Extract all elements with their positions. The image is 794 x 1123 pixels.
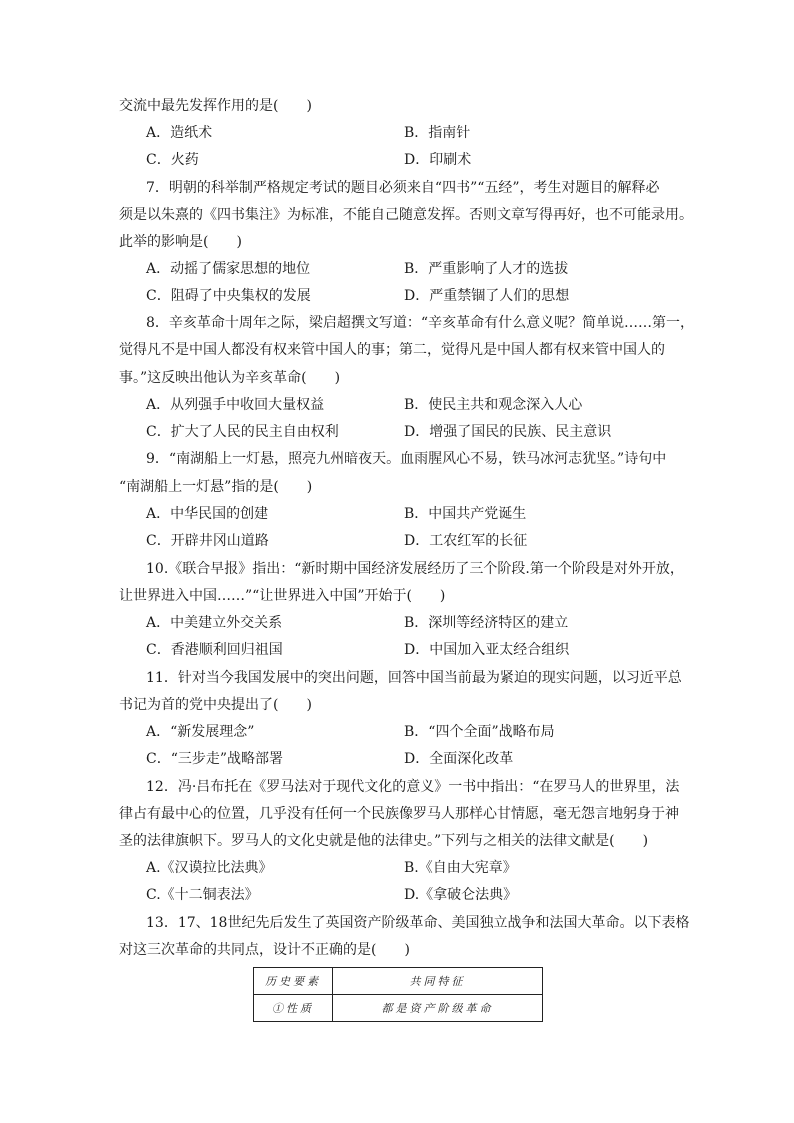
q10-stem-line-1: 10.《联合早报》指出：“新时期中国经济发展经历了三个阶段.第一个阶段是对外开放， [146,561,684,577]
q11-option-c: C．“三步走”战略部署 [146,751,284,767]
q8-stem-line-3: 事。”这反映出他认为辛亥革命( ) [119,370,341,386]
q11-option-a: A．“新发展理念” [146,724,255,740]
q13-stem-line-1: 13．17、18世纪先后发生了英国资产阶级革命、美国独立战争和法国大革命。以下表格 [146,915,690,931]
q12-stem-line-3: 圣的法律旗帜下。罗马人的文化史就是他的法律史。”下列与之相关的法律文献是( ) [119,833,649,849]
q12-option-c: C.《十二铜表法》 [146,887,259,903]
q12-option-a: A.《汉谟拉比法典》 [146,860,273,876]
q7-option-a: A．动摇了儒家思想的地位 [146,261,311,277]
q10-option-b: B．深圳等经济特区的建立 [404,615,569,631]
q6-stem: 交流中最先发挥作用的是( ) [119,98,312,114]
q6-option-b: B．指南针 [404,125,471,141]
q10-option-c: C．香港顺利回归祖国 [146,642,283,658]
table-row [254,995,543,1022]
q6-option-d: D．印刷术 [404,152,472,168]
q12-option-b: B.《自由大宪章》 [404,860,517,876]
q9-option-a: A．中华民国的创建 [146,506,269,522]
table-header-cell: 共同特征 [333,968,543,995]
q12-stem-line-2: 律占有最中心的位置，几乎没有任何一个民族像罗马人那样心甘情愿，毫无怨言地躬身于神 [119,806,679,822]
q10-stem-line-2: 让世界进入中国……”“让世界进入中国”开始于( ) [119,588,446,604]
q12-option-d: D.《拿破仑法典》 [404,887,518,903]
q7-stem-line-3: 此举的影响是( ) [119,234,242,250]
q9-stem-line-1: 9．“南湖船上一灯悬，照亮九州暗夜天。血雨腥风心不易，铁马冰河志犹坚。”诗句中 [146,451,667,467]
q8-stem-line-2: 觉得凡不是中国人都没有权来管中国人的事；第二，觉得凡是中国人都有权来管中国人的 [119,342,665,358]
q10-option-d: D．中国加入亚太经合组织 [404,642,570,658]
q8-option-c: C．扩大了人民的民主自由权利 [146,424,339,440]
table-cell: 都是资产阶级革命 [333,995,543,1022]
q7-option-c: C．阻碍了中央集权的发展 [146,288,311,304]
q8-option-d: D．增强了国民的民族、民主意识 [404,424,612,440]
q11-stem-line-1: 11．针对当今我国发展中的突出问题，回答中国当前最为紧迫的现实问题，以习近平总 [146,670,682,686]
q8-option-b: B．使民主共和观念深入人心 [404,397,583,413]
q11-option-b: B．“四个全面”战略布局 [404,724,555,740]
q11-option-d: D．全面深化改革 [404,751,514,767]
q9-option-d: D．工农红军的长征 [404,533,528,549]
q12-stem-line-1: 12．冯·吕布托在《罗马法对于现代文化的意义》一书中指出：“在罗马人的世界里，法 [146,779,680,795]
q7-option-d: D．严重禁锢了人们的思想 [404,288,570,304]
q8-stem-line-1: 8．辛亥革命十周年之际，梁启超撰文写道：“辛亥革命有什么意义呢？简单说……第一， [146,315,695,331]
q9-option-b: B．中国共产党诞生 [404,506,527,522]
q9-stem-line-2: “南湖船上一灯悬”指的是( ) [119,479,313,495]
q10-option-a: A．中美建立外交关系 [146,615,283,631]
q6-option-c: C．火药 [146,152,199,168]
q7-stem-line-1: 7．明朝的科举制严格规定考试的题目必须来自“四书”“五经”，考生对题目的解释必 [146,180,660,196]
table-header-cell: 历史要素 [254,968,333,995]
q8-option-a: A．从列强手中收回大量权益 [146,397,325,413]
q9-option-c: C．开辟井冈山道路 [146,533,269,549]
q6-option-a: A．造纸术 [146,125,213,141]
table-cell: ①性质 [254,995,333,1022]
table-header-row [254,968,543,995]
q13-table [253,967,543,1022]
q7-option-b: B．严重影响了人才的选拔 [404,261,569,277]
q11-stem-line-2: 书记为首的党中央提出了( ) [119,697,312,713]
q13-stem-line-2: 对这三次革命的共同点，设计不正确的是( ) [119,942,410,958]
q7-stem-line-2: 须是以朱熹的《四书集注》为标准，不能自己随意发挥。否则文章写得再好，也不可能录用。 [119,207,693,223]
